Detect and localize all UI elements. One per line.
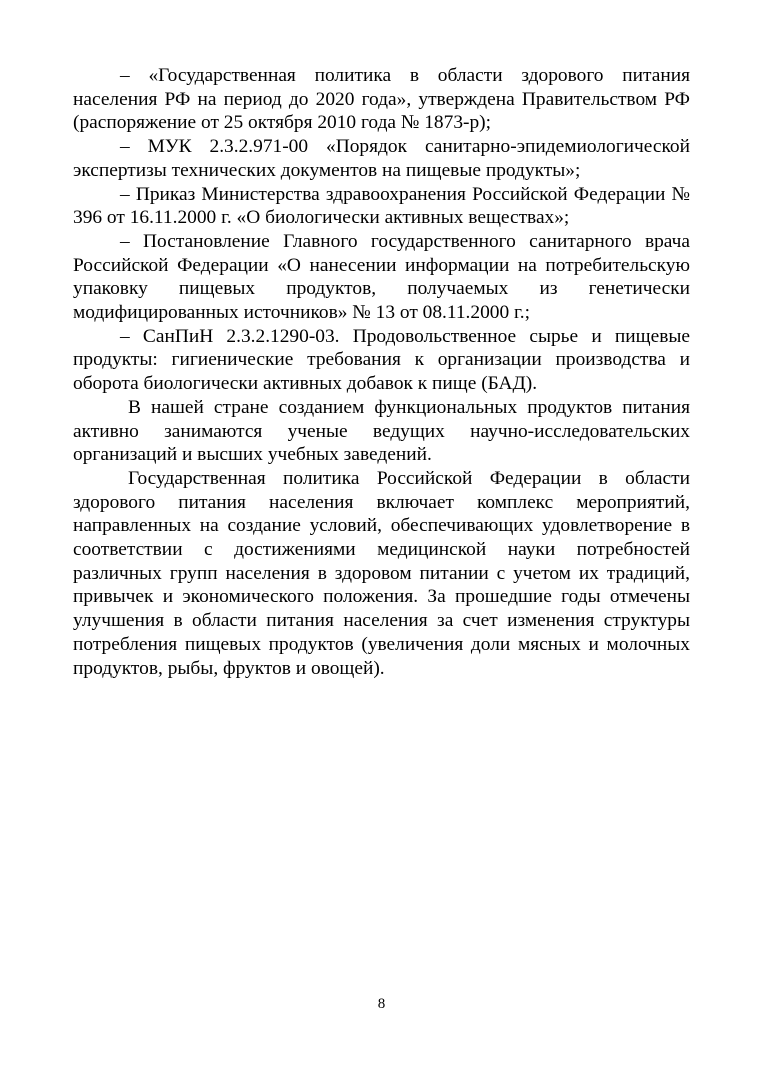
page-number: 8 bbox=[377, 996, 386, 1012]
list-item-muk: – МУК 2.3.2.971-00 «Порядок санитарно-эпидемиологической экспертизы технических документов на пищевые продукты»; bbox=[73, 136, 690, 181]
list-item-sanpin: – СанПиН 2.3.2.1290-03. Продовольственное сырье и пищевые продукты: гигиенические требования к организации производства и оборота биологически активных добавок к пище (БАД). bbox=[73, 325, 690, 395]
list-item-ministry-order: – Приказ Министерства здравоохранения Российской Федерации № 396 от 16.11.2000 г. «О биологически активных веществах»; bbox=[73, 183, 690, 229]
list-item-resolution: – Постановление Главного государственного санитарного врача Российской Федерации «О нанесении информации на потребительскую упаковку пищевых продуктов, получаемых из генетически модифицированных источников» № 13 от 08.11.2000 г.; bbox=[73, 230, 690, 324]
list-item-state-policy: – «Государственная политика в области здорового питания населения РФ на период до 2020 года», утверждена Правительством РФ (распоряжение от 25 октября 2010 года № 1873-р); bbox=[73, 65, 690, 134]
body-text bbox=[73, 64, 690, 680]
paragraph-functional-products: В нашей стране созданием функциональных продуктов питания активно занимаются ученые ведущих научно-исследовательских организаций и высших учебных заведений. bbox=[73, 396, 690, 466]
paragraph-state-policy: Государственная политика Российской Федерации в области здорового питания населения включает комплекс мероприятий, направленных на создание условий, обеспечивающих удовлетворение в соответствии с достижениями медицинской науки потребностей различных групп населения в здоровом питании с учетом их традиций, привычек и экономического положения. За прошедшие годы отмечены улучшения в области питания населения за счет изменения структуры потребления пищевых продуктов (увеличения доли мясных и молочных продуктов, рыбы, фруктов и овощей). bbox=[73, 467, 690, 679]
